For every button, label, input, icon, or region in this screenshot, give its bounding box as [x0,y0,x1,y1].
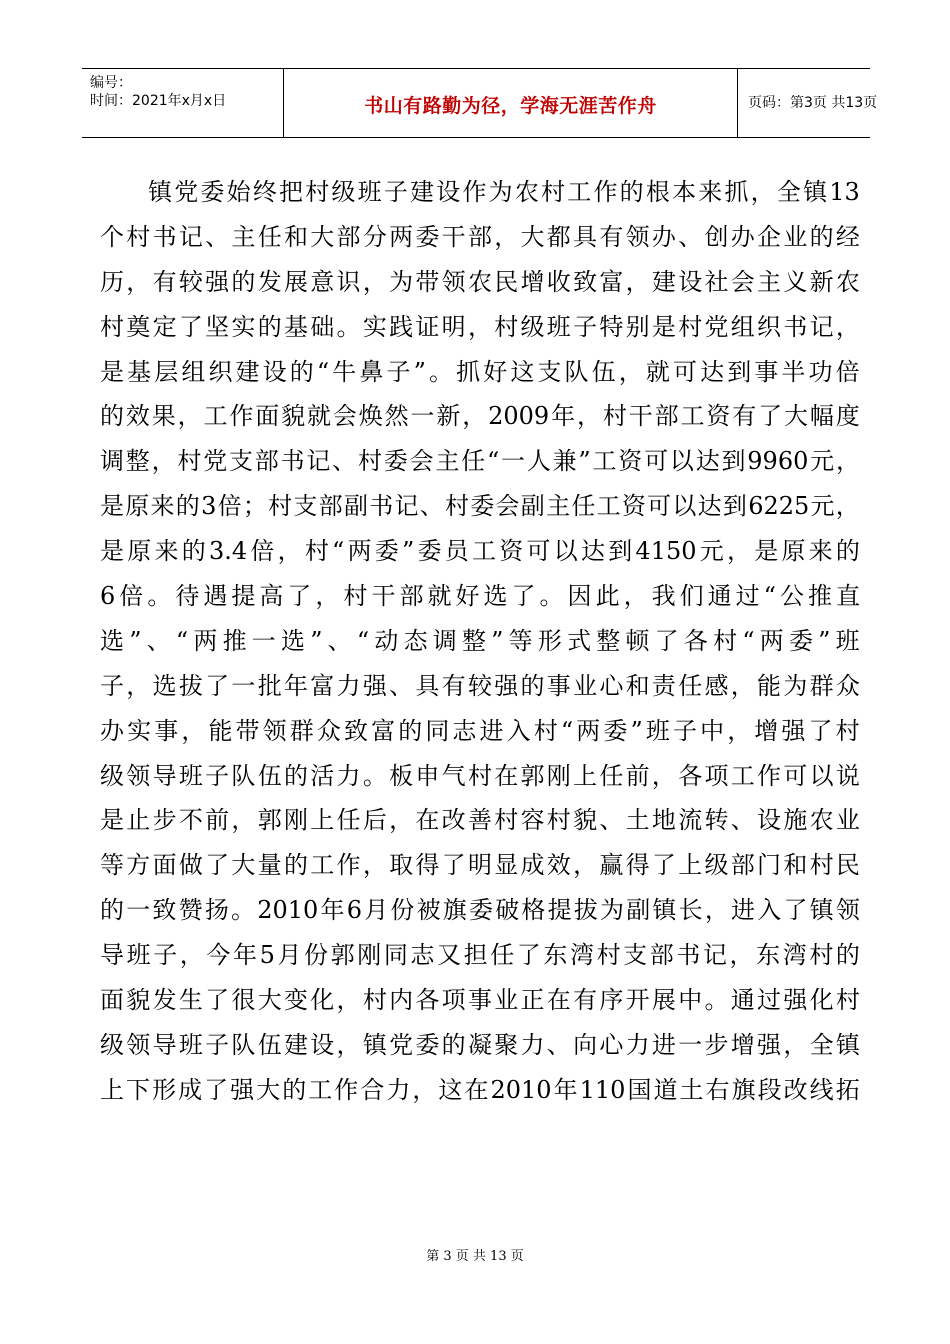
body-line: 办 实 事 ， 能 带 领 群 众 致 富 的 同 志 进 入 村 “ 两 委 ” 班 子 中 ， 增 强 了 村 [100,716,860,745]
body-line: 是 原 来 的 3 倍 ； 村 支 部 副 书 记 、 村 委 会 副 主 任 工 资 可 以 达 到 6225 元 ， [100,492,860,521]
body-line: 6 倍 。 待 遇 提 高 了 ， 村 干 部 就 好 选 了 。 因 此 ， 我 们 通 过 “ 公 推 直 [100,582,860,611]
body-line: 级 领 导 班 子 队 伍 的 活 力 。 板 申 气 村 在 郭 刚 上 任 前 ， 各 项 工 作 可 以 说 [100,761,860,790]
header-motto: 书山有路勤为径，学海无涯苦作舟 [364,95,657,117]
body-line: 子 ， 选 拔 了 一 批 年 富 力 强 、 具 有 较 强 的 事 业 心 和 责 任 感 ， 能 为 群 众 [100,671,860,700]
body-line: 个 村 书 记 、 主 任 和 大 部 分 两 委 干 部 ， 大 都 具 有 领 办 、 创 办 企 业 的 经 [100,222,860,251]
body-line: 的 效 果 ， 工 作 面 貌 就 会 焕 然 一 新 ， 2009 年 ， 村 干 部 工 资 有 了 大 幅 度 [100,402,860,431]
body-line: 镇 党 委 始 终 把 村 级 班 子 建 设 作 为 农 村 工 作 的 根 本 来 抓 ， 全 镇 13 [148,178,860,206]
body-line: 的 一 致 赞 扬 。 2010 年 6 月 份 被 旗 委 破 格 提 拔 为 副 镇 长 ， 进 入 了 镇 领 [100,896,860,925]
header-right-cell [738,69,878,137]
body-line: 上 下 形 成 了 强 大 的 工 作 合 力 ， 这 在 2010 年 110 国 道 土 右 旗 段 改 线 拓 [100,1075,860,1104]
body-line: 面 貌 发 生 了 很 大 变 化 ， 村 内 各 项 事 业 正 在 有 序 开 展 中 。 通 过 强 化 村 [100,986,860,1015]
body-line: 选 ” 、 “ 两 推 一 选 ” 、 “ 动 态 调 整 ” 等 形 式 整 顿 了 各 村 “ 两 委 ” 班 [100,626,860,655]
page-header [82,68,878,138]
body-line: 村 奠 定 了 坚 实 的 基 础 。 实 践 证 明 ， 村 级 班 子 特 别 是 村 党 组 织 书 记 ， [100,312,860,341]
body-line: 等 方 面 做 了 大 量 的 工 作 ， 取 得 了 明 显 成 效 ， 赢 得 了 上 级 部 门 和 村 民 [100,851,860,880]
body-line: 级 领 导 班 子 队 伍 建 设 ， 镇 党 委 的 凝 聚 力 、 向 心 力 进 一 步 增 强 ， 全 镇 [100,1030,860,1059]
header-left-cell [82,69,284,137]
header-page-number: 页码：第3页 共13页 [748,95,878,111]
page-footer: 第 3 页 共 13 页 [426,1249,524,1264]
body-line: 历 ， 有 较 强 的 发 展 意 识 ， 为 带 领 农 民 增 收 致 富 ， 建 设 社 会 主 义 新 农 [100,267,860,296]
body-line: 是 原 来 的 3.4 倍 ， 村 “ 两 委 ” 委 员 工 资 可 以 达 到 4150 元 ， 是 原 来 的 [100,537,860,566]
body-line: 导 班 子 ， 今 年 5 月 份 郭 刚 同 志 又 担 任 了 东 湾 村 支 部 书 记 ， 东 湾 村 的 [100,941,860,970]
document-time-label: 时间：2021年x月x日 [90,93,227,109]
document-body [100,170,860,1113]
header-middle-cell [284,69,738,137]
body-line: 是 基 层 组 织 建 设 的 “ 牛 鼻 子 ” 。 抓 好 这 支 队 伍 ， 就 可 达 到 事 半 功 倍 [100,357,860,386]
document-code-label: 编号： [90,75,132,91]
body-line: 是 止 步 不 前 ， 郭 刚 上 任 后 ， 在 改 善 村 容 村 貌 、 土 地 流 转 、 设 施 农 业 [100,806,860,835]
body-line: 调 整 ， 村 党 支 部 书 记 、 村 委 会 主 任 “ 一 人 兼 ” 工 资 可 以 达 到 9960 元 ， [100,447,860,476]
